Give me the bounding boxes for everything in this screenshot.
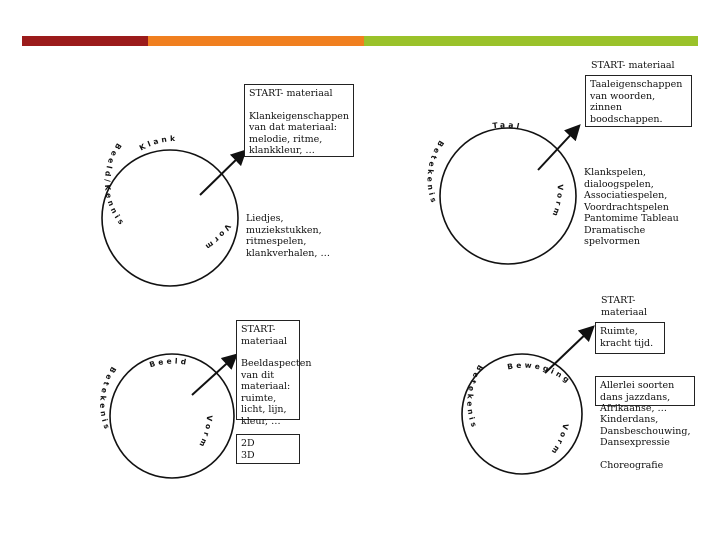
music-start-body: Klankeigenschappen van dat materiaal: melodie, ritme, klankkleur, … [249, 110, 350, 156]
language-start-text: START- materiaal [591, 60, 675, 71]
dance-properties-box [595, 322, 665, 354]
visual-forms-text: 2D 3D [241, 438, 255, 461]
dance-circle-label-top: Beweging [506, 360, 574, 387]
language-forms-text: Klankspelen, dialoogspelen, Associatiespelen, Voordrachtspelen Pantomime Tableau Dramatische spelvormen [584, 167, 679, 247]
language-properties-text: Taaleigenschappen van woorden, zinnen boodschappen. [590, 79, 683, 125]
dance-properties-text: Ruimte, kracht tijd. [600, 326, 654, 349]
language-circle-label-left: Betekenis [425, 138, 446, 207]
language-circle-label-right: Vorm [549, 184, 565, 221]
dance-forms-box [595, 376, 695, 414]
language-properties-box [585, 75, 692, 127]
language-circle-label-top: Taal [492, 120, 524, 132]
dance-circle-label-left: Betekenis [465, 363, 485, 431]
visual-circle-label-right: Vorm [196, 414, 215, 451]
music-start-box [244, 84, 354, 157]
music-forms-text: Liedjes, muziekstukken, ritmespelen, klankverhalen, … [246, 213, 330, 259]
language-arrow [538, 127, 578, 170]
visual-circle-label-left: Betekenis [98, 365, 118, 433]
dance-start-text: START- materiaal [601, 295, 648, 318]
music-arrow [200, 152, 244, 195]
visual-start-title: START- materiaal [241, 324, 288, 347]
dance-forms-text: Allerlei soorten dans jazzdans, Afrikaanse, … [600, 380, 675, 414]
visual-start-box [236, 320, 312, 427]
music-circle-label-top: Klank [137, 133, 179, 153]
dance-extra-text: Kinderdans, Dansbeschouwing, Dansexpressie Choreografie [600, 414, 691, 471]
visual-start-body: Beeldaspecten van dit materiaal: ruimte, licht, lijn, kleur, … [241, 358, 312, 427]
visual-forms-box [236, 434, 300, 464]
music-circle-label-right: Vorm [201, 222, 233, 253]
music-start-title: START- materiaal [249, 88, 333, 99]
music-circle-label-left: Beeld/Kennis [102, 141, 128, 229]
dance-circle-label-right: Vorm [548, 422, 571, 459]
visual-circle-label-top: Beeld [148, 356, 190, 370]
